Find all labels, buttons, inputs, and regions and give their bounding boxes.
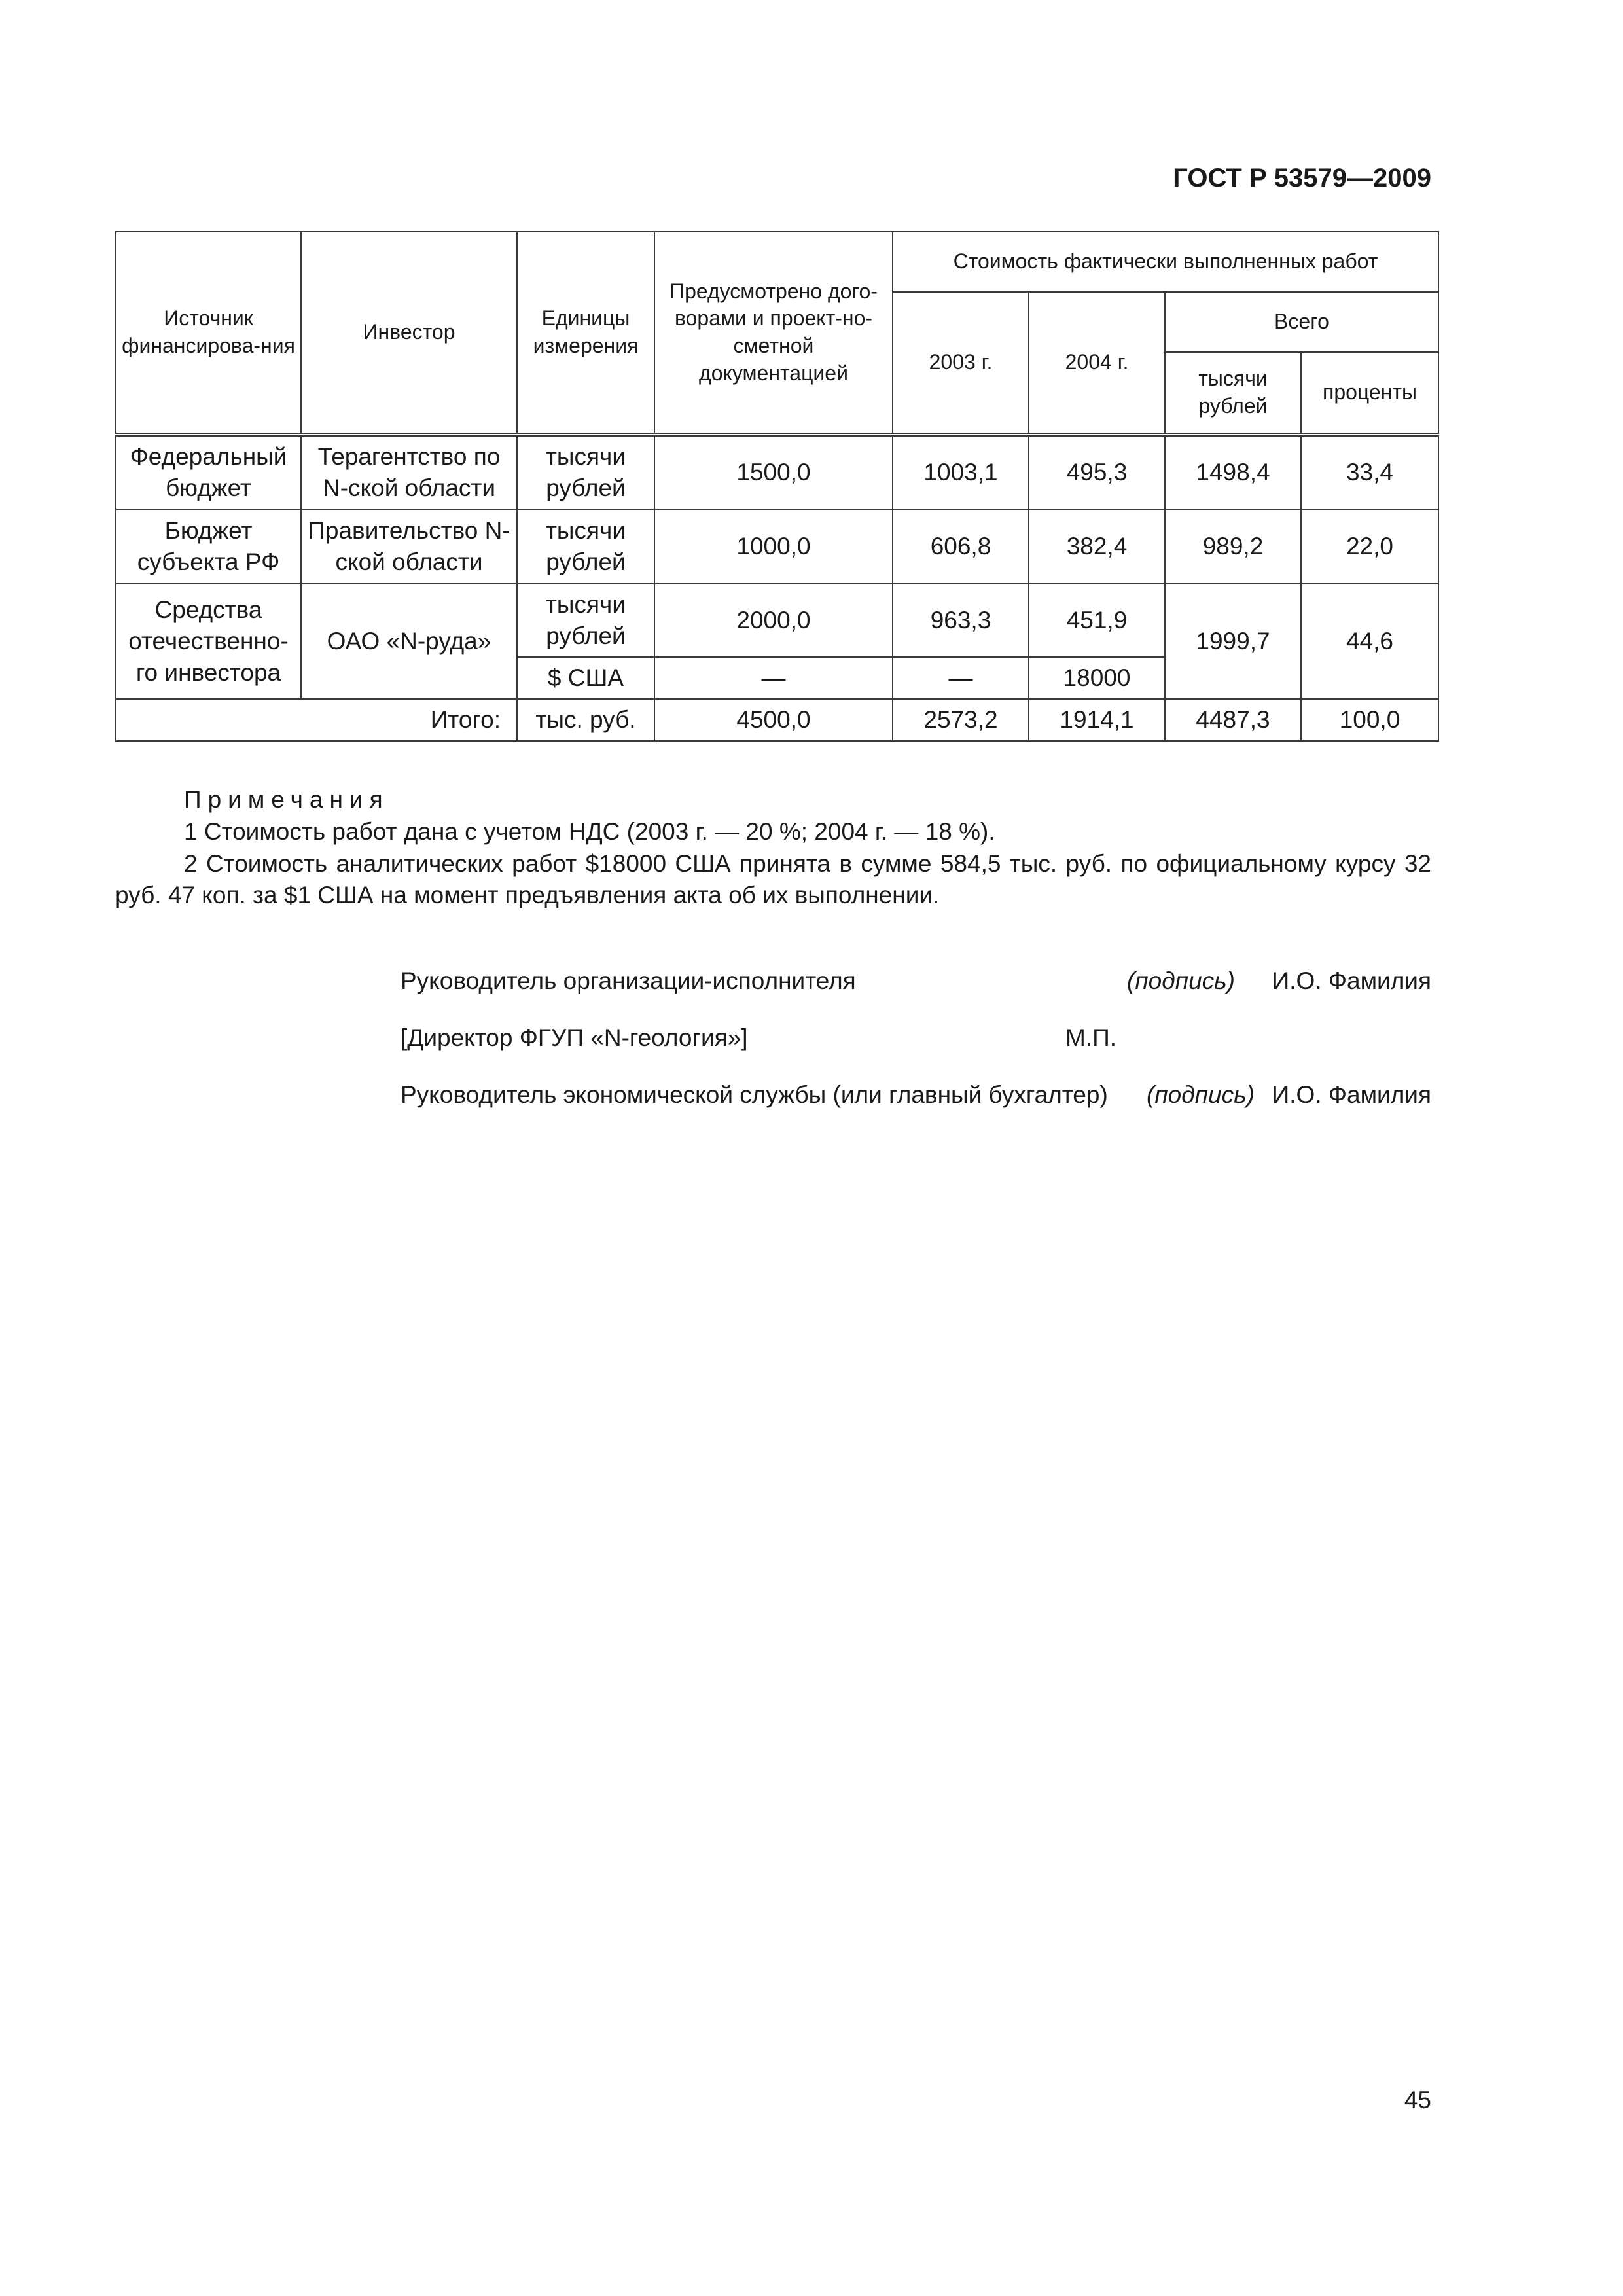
cell-total-rub: 1498,4 — [1165, 435, 1301, 509]
cell-units: тысячи рублей — [517, 584, 654, 657]
total-row — [116, 699, 1438, 741]
header-2004: 2004 г. — [1029, 292, 1165, 435]
total-pct: 100,0 — [1301, 699, 1438, 741]
cell-total-rub: 1999,7 — [1165, 584, 1301, 699]
note-item: 1 Стоимость работ дана с учетом НДС (2003 г. — 20 %; 2004 г. — 18 %). — [184, 817, 995, 845]
note-item: 2 Стоимость аналитических работ $18000 США принята в сумме 584,5 тыс. руб. по официальному курсу 32 руб. 47 коп. за $1 США на момент предъявления акта об их выполнении. — [115, 850, 1431, 909]
notes-section — [115, 784, 1431, 912]
document-code: ГОСТ Р 53579—2009 — [1173, 164, 1431, 192]
signature-title-1: Руководитель организации-исполнителя — [401, 967, 856, 994]
cell-2004: 18000 — [1029, 657, 1165, 699]
cell-units: тысячи рублей — [517, 509, 654, 584]
signature-title-3: Руководитель экономической службы (или главный бухгалтер) — [401, 1081, 1108, 1108]
cell-investor: Правительство N-ской области — [301, 509, 517, 584]
cell-planned: 1500,0 — [654, 435, 893, 509]
signature-sign-3: (подпись) — [1147, 1081, 1255, 1108]
header-2003: 2003 г. — [893, 292, 1029, 435]
cell-2003: — — [893, 657, 1029, 699]
cell-planned: 1000,0 — [654, 509, 893, 584]
total-units: тыс. руб. — [517, 699, 654, 741]
total-2003: 2573,2 — [893, 699, 1029, 741]
page-number: 45 — [1404, 2087, 1431, 2113]
header-source: Источник финансирова-ния — [116, 232, 301, 435]
cell-2004: 451,9 — [1029, 584, 1165, 657]
cell-investor: ОАО «N-руда» — [301, 584, 517, 699]
cell-source: Средства отечественно-го инвестора — [116, 584, 301, 699]
cell-total-pct: 22,0 — [1301, 509, 1438, 584]
total-2004: 1914,1 — [1029, 699, 1165, 741]
table-row — [116, 509, 1438, 584]
cell-investor: Терагентство по N-ской области — [301, 435, 517, 509]
total-label: Итого: — [116, 699, 517, 741]
cell-total-pct: 44,6 — [1301, 584, 1438, 699]
table-row — [116, 584, 1438, 657]
cell-planned: 2000,0 — [654, 584, 893, 657]
financing-table — [115, 231, 1439, 742]
cell-units: тысячи рублей — [517, 435, 654, 509]
cell-2004: 382,4 — [1029, 509, 1165, 584]
header-total-rub: тысячи рублей — [1165, 352, 1301, 435]
header-total: Всего — [1165, 292, 1438, 352]
cell-total-rub: 989,2 — [1165, 509, 1301, 584]
signature-name-1: И.О. Фамилия — [1272, 967, 1431, 994]
stamp-label: М.П. — [1065, 1024, 1116, 1051]
cell-2003: 606,8 — [893, 509, 1029, 584]
cell-planned: — — [654, 657, 893, 699]
cell-source: Федеральный бюджет — [116, 435, 301, 509]
cell-2004: 495,3 — [1029, 435, 1165, 509]
cell-total-pct: 33,4 — [1301, 435, 1438, 509]
table-row — [116, 435, 1438, 509]
cell-source: Бюджет субъекта РФ — [116, 509, 301, 584]
signature-sign-1: (подпись) — [1127, 967, 1235, 994]
cell-2003: 963,3 — [893, 584, 1029, 657]
total-planned: 4500,0 — [654, 699, 893, 741]
cell-2003: 1003,1 — [893, 435, 1029, 509]
signature-title-2: [Директор ФГУП «N-геология»] — [401, 1024, 748, 1051]
header-planned: Предусмотрено дого-ворами и проект-но-сметной документацией — [654, 232, 893, 435]
header-total-pct: проценты — [1301, 352, 1438, 435]
cell-units: $ США — [517, 657, 654, 699]
header-actual-cost: Стоимость фактически выполненных работ — [893, 232, 1438, 292]
total-rub: 4487,3 — [1165, 699, 1301, 741]
header-units: Единицы измерения — [517, 232, 654, 435]
signature-name-3: И.О. Фамилия — [1272, 1081, 1431, 1108]
header-investor: Инвестор — [301, 232, 517, 435]
notes-title: Примечания — [184, 786, 389, 813]
